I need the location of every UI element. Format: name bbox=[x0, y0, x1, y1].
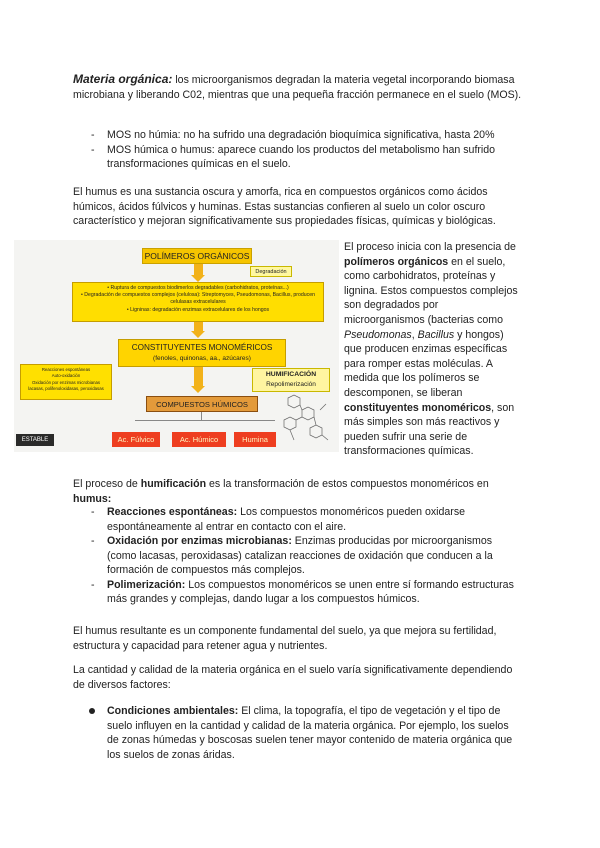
humificacion-box bbox=[252, 368, 330, 392]
reacciones-line: Auto-oxidación bbox=[51, 373, 81, 379]
list-item bbox=[73, 505, 523, 534]
reacciones-box bbox=[20, 364, 112, 400]
flow-arrow-head bbox=[191, 275, 205, 282]
compuestos-humicos-box: COMPUESTOS HÚMICOS bbox=[146, 396, 258, 412]
text-segment: , bbox=[411, 328, 418, 341]
intro-paragraph bbox=[73, 72, 523, 102]
reaction-text: Los compuestos monoméricos se unen entre sí formando estructuras más grandes y complejas, dando lugar a los compuestos húmicos. bbox=[107, 578, 514, 605]
degradacion-label: Degradación bbox=[250, 266, 292, 277]
italic-term: Bacillus bbox=[417, 328, 455, 341]
polimeros-box: POLÍMEROS ORGÁNICOS bbox=[142, 248, 252, 264]
bold-term: constituyentes monoméricos bbox=[344, 401, 492, 414]
estable-label: ESTABLE bbox=[16, 434, 54, 446]
acido-fulvico-box: Ac. Fúlvico bbox=[112, 432, 160, 447]
text-segment: es la transformación de estos compuestos monoméricos en bbox=[206, 478, 489, 490]
intro-text: los microorganismos degradan la materia vegetal incorporando biomasa microbiana y liberando C02, mientras que una pequeña fracción permanece en el suelo (MOS). bbox=[73, 74, 522, 101]
reaction-text: Los compuestos monoméricos pueden oxidarse espontáneamente al entrar en contacto con el aire. bbox=[107, 506, 466, 533]
molecule-structure-icon bbox=[276, 390, 334, 448]
degradation-detail-box bbox=[72, 282, 324, 322]
cantidad-paragraph bbox=[73, 663, 523, 692]
flow-arrow bbox=[194, 367, 203, 387]
acido-humico-box: Ac. Húmico bbox=[172, 432, 226, 447]
text-segment: El proceso de bbox=[73, 478, 141, 490]
humus-paragraph-text: El humus es una sustancia oscura y amorfa, rica en compuestos orgánicos como ácidos húmicos, ácidos fúlvicos y huminas. Estas sustancias confieren al suelo un color oscuro característico y mejoran significativamente sus propiedades físicas, químicas y biológicas. bbox=[73, 186, 496, 227]
list-item: - MOS no húmia: no ha sufrido una degradación bioquímica significativa, hasta 20% bbox=[73, 128, 523, 143]
text-segment: en el suelo, como carbohidratos, proteínas y lignina. Estos compuestos complejos son degradados por microorganismos (bacterias como bbox=[344, 255, 518, 326]
humina-box: Humina bbox=[234, 432, 276, 447]
text-segment: , son más simples son más reactivos y pueden sufrir una serie de transformaciones químicas. bbox=[344, 401, 515, 458]
humus-paragraph bbox=[73, 185, 523, 229]
flow-arrow-head bbox=[191, 386, 205, 393]
humification-diagram bbox=[14, 240, 339, 452]
list-item: - MOS húmica o humus: aparece cuando los productos del metabolismo han sufrido transformaciones químicas en el suelo. bbox=[73, 143, 523, 172]
right-column-text bbox=[344, 240, 520, 459]
bold-term: humus: bbox=[73, 492, 112, 505]
humus-result-text: El humus resultante es un componente fundamental del suelo, ya que mejora su fertilidad, estructura y capacidad para retener agua y nutrientes. bbox=[73, 625, 497, 652]
branch-line bbox=[201, 412, 202, 420]
factor-text: El clima, la topografía, el tipo de vegetación y el tipo de suelo influyen en la cantidad y calidad de la materia orgánica. Por ejemplo, los suelos de zonas húmedas y boscosas suelen tener mayor contenido de materia orgánica que los suelos de zonas áridas. bbox=[107, 705, 513, 761]
reaction-title: Polimerización: bbox=[107, 578, 186, 591]
humificacion-title: HUMIFICACIÓN bbox=[265, 371, 317, 378]
humificacion-paragraph bbox=[73, 477, 523, 506]
reaction-title: Reacciones espontáneas: bbox=[107, 506, 238, 518]
humus-result-paragraph bbox=[73, 624, 523, 653]
reacciones-line: lacasas, polifenoloxidasas, peroxidasas bbox=[28, 386, 104, 392]
constituyentes-title: CONSTITUYENTES MONOMÉRICOS bbox=[131, 343, 273, 352]
reaction-title: Oxidación por enzimas microbianas: bbox=[107, 535, 292, 547]
bold-term: humificación bbox=[140, 478, 207, 490]
text-segment: El proceso inicia con la presencia de bbox=[344, 241, 516, 253]
text-segment: y hongos) que producen enzimas específicas para romper estas moléculas. A medida que los polímeros se descomponen, se liberan bbox=[344, 328, 508, 399]
degradation-line: • Ruptura de compuestos biodimerlos degradables (carbohidratos, proteínas...) bbox=[107, 285, 289, 291]
bold-term: polímeros orgánicos bbox=[344, 255, 449, 268]
constituyentes-box bbox=[118, 339, 286, 367]
list-item bbox=[73, 704, 523, 762]
branch-line bbox=[135, 420, 275, 421]
cantidad-text: La cantidad y calidad de la materia orgánica en el suelo varía significativamente dependiendo de diversos factores: bbox=[73, 664, 513, 691]
degradation-line: • Ligninas: degradación enzimas extracelulares de los hongos bbox=[126, 306, 270, 313]
reacciones-line: Oxidación por enzimas microbianas bbox=[31, 379, 101, 385]
mos-list bbox=[73, 128, 523, 172]
factors-list bbox=[73, 704, 523, 762]
list-item bbox=[73, 578, 523, 607]
constituyentes-sub: (fenoles, quinonas, aa., azúcares) bbox=[153, 355, 251, 362]
reaction-text: Enzimas producidas por microorganismos (como lacasas, peroxidasas) catalizan reacciones de oxidación que conducen a la formación de compuestos más complejos. bbox=[107, 535, 493, 576]
degradation-line: • Degradación de compuestos complejos (celulosa): Streptomyces, Pseudomonas, Bacillus, producen celulasas extracelulares bbox=[81, 292, 315, 306]
reactions-list bbox=[73, 505, 523, 607]
flow-arrow-head bbox=[191, 331, 205, 338]
repolimerizacion-label: Repolimerización bbox=[266, 381, 316, 388]
italic-term: Pseudomonas bbox=[344, 328, 412, 341]
reacciones-line: Reacciones espontáneas bbox=[41, 367, 91, 372]
factor-title: Condiciones ambientales: bbox=[107, 705, 239, 717]
list-item bbox=[73, 534, 523, 578]
intro-title: Materia orgánica: bbox=[73, 72, 173, 86]
